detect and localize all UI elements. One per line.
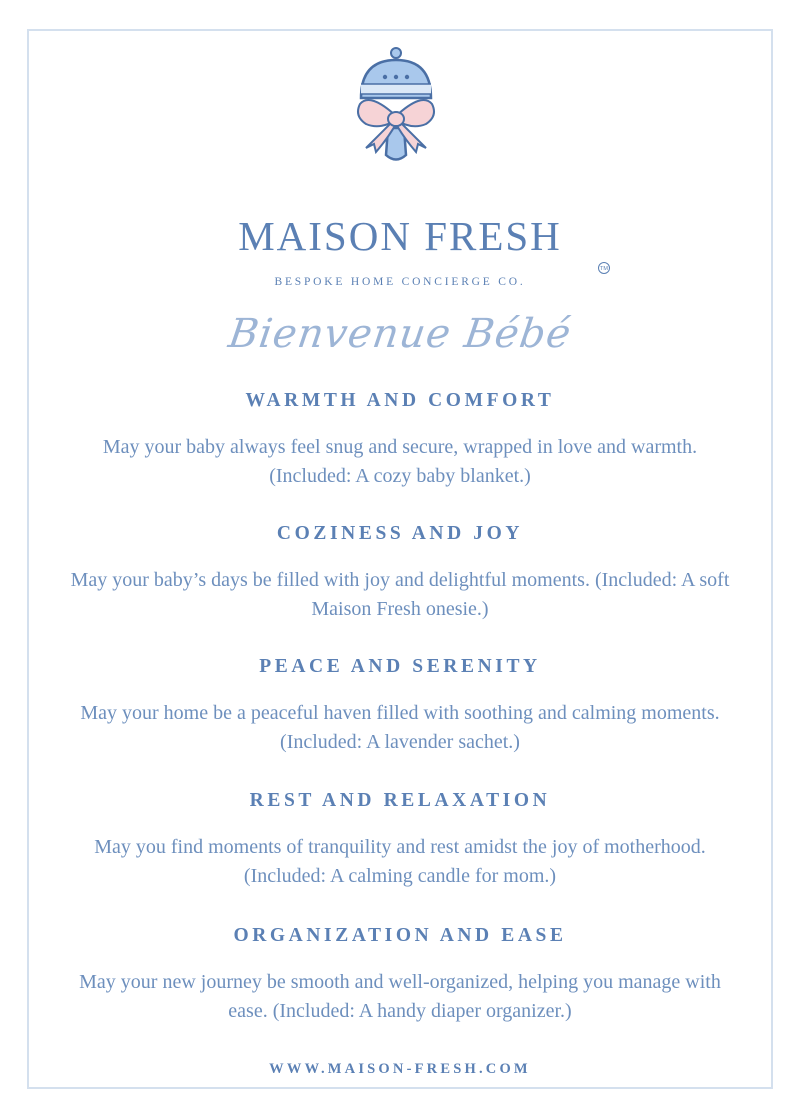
section-heading-coziness: COZINESS AND JOY (276, 523, 524, 544)
section-body-coziness: May your baby’s days be filled with joy and delightful moments. (Included: A soft Maison Fresh onesie.) (70, 569, 730, 620)
website-link[interactable]: WWW.MAISON-FRESH.COM (269, 1061, 531, 1077)
section-body-peace: May your home be a peaceful haven filled with soothing and calming moments. (Included: A lavender sachet.) (80, 702, 720, 753)
brand-tagline: BESPOKE HOME CONCIERGE CO. (274, 276, 526, 288)
section-heading-peace: PEACE AND SERENITY (259, 656, 541, 677)
section-body-warmth: May your baby always feel snug and secure, wrapped in love and warmth. (Included: A cozy baby blanket.) (102, 436, 698, 487)
section-heading-warmth: WARMTH AND COMFORT (245, 390, 555, 411)
section-body-rest: May you find moments of tranquility and rest amidst the joy of motherhood. (Included: A calming candle for mom.) (94, 836, 706, 887)
page-title: Bienvenue Bébé (225, 311, 575, 357)
brand-name: MAISON FRESH (238, 213, 562, 259)
section-body-organization: May your new journey be smooth and well-organized, helping you manage with ease. (Included: A handy diaper organizer.) (79, 971, 721, 1022)
baby-rattle-logo-icon (330, 40, 470, 180)
section-heading-organization: ORGANIZATION AND EASE (233, 925, 567, 946)
trademark-badge: TM (598, 262, 610, 274)
section-heading-rest: REST AND RELAXATION (249, 790, 551, 811)
